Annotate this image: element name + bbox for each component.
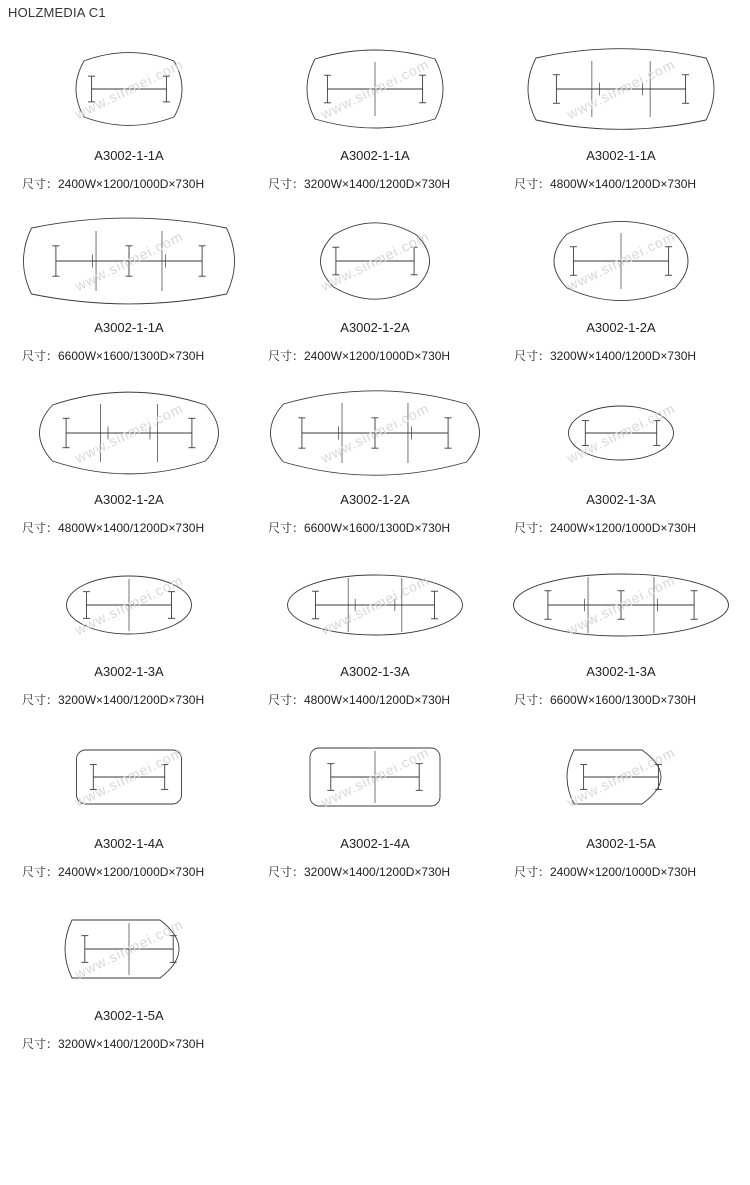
- catalog-row: [6, 708, 744, 880]
- product-code: A3002-1-2A: [340, 320, 410, 335]
- product-cell: [498, 364, 744, 536]
- table-diagram: [506, 378, 736, 488]
- product-code: A3002-1-2A: [94, 492, 164, 507]
- catalog-row: [6, 536, 744, 708]
- catalog-row: [6, 192, 744, 364]
- table-diagram: [506, 34, 736, 144]
- product-cell: [6, 364, 252, 536]
- catalog-row: [6, 364, 744, 536]
- watermark-text: www.sinmei.com: [318, 227, 432, 295]
- product-dimensions: 尺寸：3200W×1400/1200D×730H: [513, 349, 697, 363]
- product-dimensions: 尺寸：6600W×1600/1300D×730H: [22, 349, 205, 363]
- table-diagram: [14, 722, 244, 832]
- watermark-text: www.sinmei.com: [564, 743, 678, 811]
- product-cell: [498, 708, 744, 880]
- product-dimensions: 尺寸：2400W×1200/1000D×730H: [22, 177, 205, 191]
- page-title: HOLZMEDIA C1: [8, 5, 106, 20]
- watermark-text: www.sinmei.com: [72, 571, 186, 639]
- catalog-row: [6, 880, 744, 1052]
- product-code: A3002-1-1A: [94, 148, 164, 163]
- product-code: A3002-1-2A: [586, 320, 656, 335]
- product-cell: [6, 708, 252, 880]
- table-diagram: [260, 722, 490, 832]
- watermark-text: www.sinmei.com: [564, 227, 678, 295]
- product-code: A3002-1-5A: [94, 1008, 164, 1023]
- product-cell: [498, 20, 744, 192]
- watermark-text: www.sinmei.com: [72, 915, 186, 983]
- product-code: A3002-1-3A: [586, 664, 656, 679]
- product-code: A3002-1-1A: [586, 148, 656, 163]
- product-dimensions: 尺寸：2400W×1200/1000D×730H: [513, 865, 697, 879]
- table-diagram: [14, 378, 244, 488]
- product-cell: [252, 192, 498, 364]
- table-diagram: [260, 206, 490, 316]
- product-code: A3002-1-3A: [340, 664, 410, 679]
- product-code: A3002-1-3A: [94, 664, 164, 679]
- watermark-text: www.sinmei.com: [72, 227, 186, 295]
- watermark-text: www.sinmei.com: [564, 571, 678, 639]
- table-diagram: [506, 722, 736, 832]
- product-cell: [252, 708, 498, 880]
- product-dimensions: 尺寸：3200W×1400/1200D×730H: [22, 1037, 205, 1051]
- watermark-text: www.sinmei.com: [318, 399, 432, 467]
- product-code: A3002-1-2A: [340, 492, 410, 507]
- product-dimensions: 尺寸：4800W×1400/1200D×730H: [22, 521, 205, 535]
- product-dimensions: 尺寸：6600W×1600/1300D×730H: [513, 693, 697, 707]
- product-cell: [6, 192, 252, 364]
- product-dimensions: 尺寸：3200W×1400/1200D×730H: [22, 693, 205, 707]
- product-code: A3002-1-3A: [586, 492, 656, 507]
- catalog-grid: [0, 20, 750, 1052]
- product-code: A3002-1-5A: [586, 836, 656, 851]
- product-code: A3002-1-1A: [94, 320, 164, 335]
- product-cell: [252, 364, 498, 536]
- table-diagram: [260, 378, 490, 488]
- product-cell: [6, 20, 252, 192]
- product-cell: [6, 536, 252, 708]
- product-code: A3002-1-1A: [340, 148, 410, 163]
- table-diagram: [14, 894, 244, 1004]
- product-cell: [252, 20, 498, 192]
- table-diagram: [14, 206, 244, 316]
- watermark-text: www.sinmei.com: [564, 399, 678, 467]
- table-diagram: [260, 34, 490, 144]
- watermark-text: www.sinmei.com: [318, 743, 432, 811]
- table-diagram: [506, 550, 736, 660]
- watermark-text: www.sinmei.com: [72, 55, 186, 123]
- product-cell: [252, 536, 498, 708]
- watermark-text: www.sinmei.com: [318, 571, 432, 639]
- table-diagram: [506, 206, 736, 316]
- product-dimensions: 尺寸：3200W×1400/1200D×730H: [267, 177, 451, 191]
- product-dimensions: 尺寸：4800W×1400/1200D×730H: [267, 693, 451, 707]
- product-code: A3002-1-4A: [340, 836, 410, 851]
- product-dimensions: 尺寸：4800W×1400/1200D×730H: [513, 177, 697, 191]
- catalog-row: [6, 20, 744, 192]
- product-cell: [252, 880, 498, 1052]
- watermark-text: www.sinmei.com: [72, 743, 186, 811]
- product-cell: [6, 880, 252, 1052]
- product-cell: [498, 192, 744, 364]
- product-cell: [498, 880, 744, 1052]
- product-dimensions: 尺寸：3200W×1400/1200D×730H: [267, 865, 451, 879]
- product-cell: [498, 536, 744, 708]
- product-dimensions: 尺寸：2400W×1200/1000D×730H: [513, 521, 697, 535]
- table-diagram: [260, 550, 490, 660]
- watermark-text: www.sinmei.com: [318, 55, 432, 123]
- product-dimensions: 尺寸：2400W×1200/1000D×730H: [22, 865, 205, 879]
- watermark-text: www.sinmei.com: [564, 55, 678, 123]
- product-dimensions: 尺寸：6600W×1600/1300D×730H: [267, 521, 451, 535]
- watermark-text: www.sinmei.com: [72, 399, 186, 467]
- table-diagram: [14, 550, 244, 660]
- product-dimensions: 尺寸：2400W×1200/1000D×730H: [267, 349, 451, 363]
- product-code: A3002-1-4A: [94, 836, 164, 851]
- table-diagram: [14, 34, 244, 144]
